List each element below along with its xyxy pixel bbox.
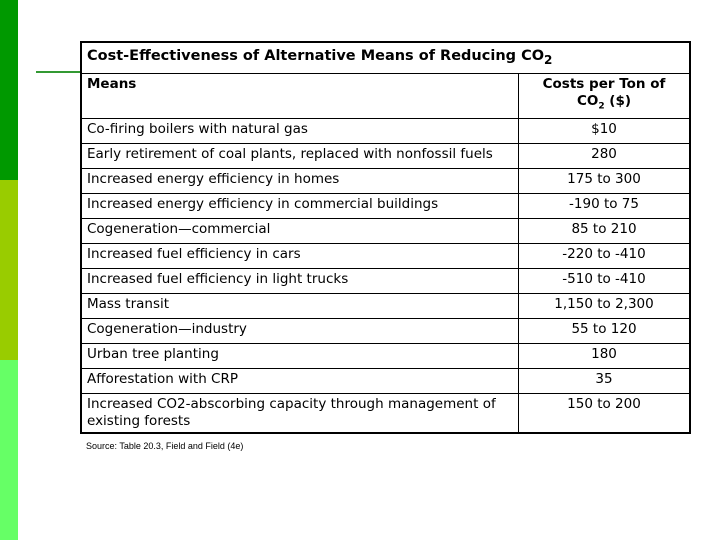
cost-cell: 280 bbox=[519, 143, 691, 168]
table-row bbox=[81, 368, 690, 393]
means-cell: Increased CO2-abscorbing capacity through management of existing forests bbox=[81, 393, 519, 433]
table-row bbox=[81, 343, 690, 368]
cost-cell: 55 to 120 bbox=[519, 318, 691, 343]
means-cell: Increased energy efficiency in homes bbox=[81, 168, 519, 193]
table-row bbox=[81, 393, 690, 433]
cost-cell: -190 to 75 bbox=[519, 193, 691, 218]
source-note: Source: Table 20.3, Field and Field (4e) bbox=[86, 441, 244, 451]
means-cell: Afforestation with CRP bbox=[81, 368, 519, 393]
means-cell: Increased fuel efficiency in cars bbox=[81, 243, 519, 268]
header-cost-subscript: 2 bbox=[598, 101, 605, 112]
title-rule bbox=[36, 71, 81, 73]
table-row bbox=[81, 193, 690, 218]
table-header-row bbox=[81, 73, 690, 118]
cost-cell: 180 bbox=[519, 343, 691, 368]
means-cell: Cogeneration—industry bbox=[81, 318, 519, 343]
header-cost-line1: Costs per Ton of bbox=[542, 75, 666, 92]
header-means: Means bbox=[81, 73, 519, 118]
cost-cell: 85 to 210 bbox=[519, 218, 691, 243]
table-row bbox=[81, 268, 690, 293]
table-row bbox=[81, 143, 690, 168]
header-cost-unit: ($) bbox=[604, 92, 632, 109]
accent-bar-top bbox=[0, 0, 18, 180]
means-cell: Mass transit bbox=[81, 293, 519, 318]
means-cell: Early retirement of coal plants, replaced with nonfossil fuels bbox=[81, 143, 519, 168]
header-cost bbox=[519, 73, 691, 118]
accent-bar-bottom bbox=[0, 360, 18, 540]
table-row bbox=[81, 243, 690, 268]
cost-cell: -510 to -410 bbox=[519, 268, 691, 293]
cost-table bbox=[80, 41, 691, 434]
accent-bar-middle bbox=[0, 180, 18, 360]
cost-cell: 150 to 200 bbox=[519, 393, 691, 433]
table-row bbox=[81, 218, 690, 243]
table-row bbox=[81, 168, 690, 193]
means-cell: Urban tree planting bbox=[81, 343, 519, 368]
means-cell: Increased fuel efficiency in light trucks bbox=[81, 268, 519, 293]
cost-cell: $10 bbox=[519, 118, 691, 143]
cost-cell: -220 to -410 bbox=[519, 243, 691, 268]
means-cell: Co-firing boilers with natural gas bbox=[81, 118, 519, 143]
table-row bbox=[81, 318, 690, 343]
cost-cell: 175 to 300 bbox=[519, 168, 691, 193]
table-title-subscript: 2 bbox=[544, 52, 553, 67]
table-title-row bbox=[81, 42, 690, 73]
table-title bbox=[81, 42, 690, 73]
table-row bbox=[81, 293, 690, 318]
table-title-text: Cost-Effectiveness of Alternative Means of Reducing CO bbox=[87, 48, 545, 64]
cost-cell: 1,150 to 2,300 bbox=[519, 293, 691, 318]
table-row bbox=[81, 118, 690, 143]
means-cell: Cogeneration—commercial bbox=[81, 218, 519, 243]
cost-cell: 35 bbox=[519, 368, 691, 393]
header-cost-co: CO bbox=[576, 92, 599, 109]
means-cell: Increased energy efficiency in commercial buildings bbox=[81, 193, 519, 218]
